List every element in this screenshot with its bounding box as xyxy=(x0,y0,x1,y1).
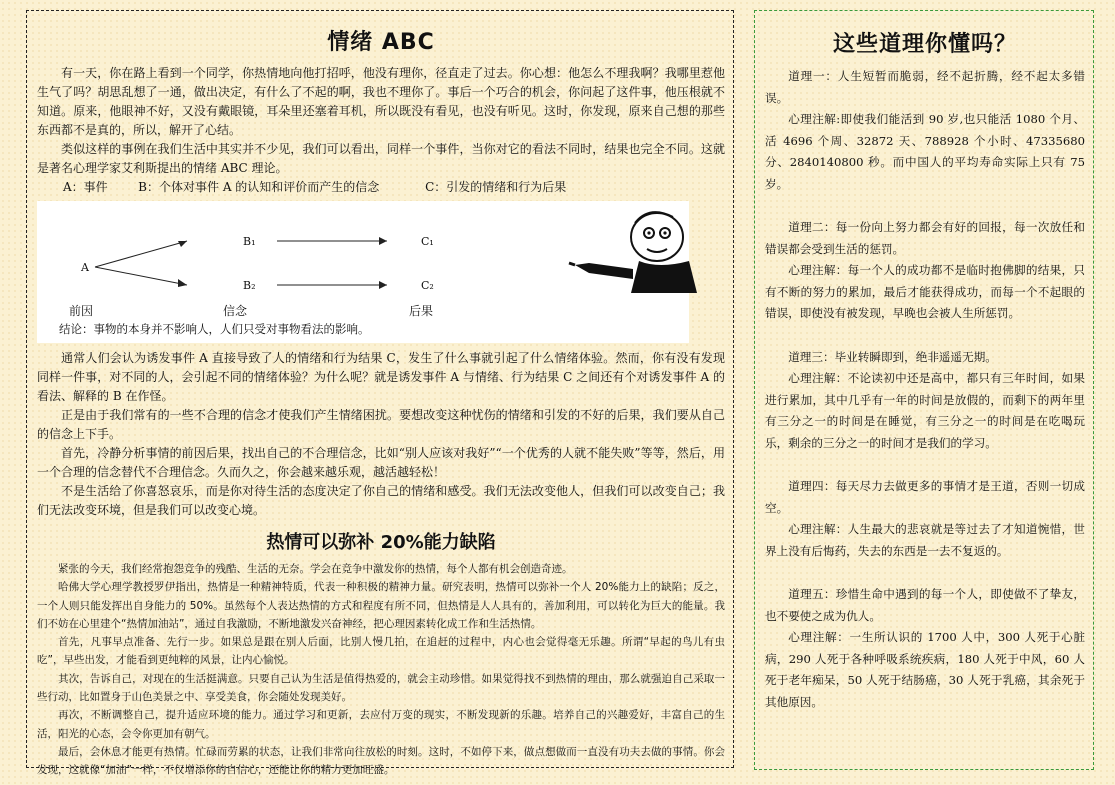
diagram-node-b2: B₂ xyxy=(243,279,256,292)
diagram-node-c1: C₁ xyxy=(421,235,434,248)
paragraph: 其次，告诉自己，对现在的生活挺满意。只要自己认为生活是值得热爱的，就会主动珍惜。如果觉得找不到热情的理由，那么就强迫自己采取一些行动，比如置身于山色美景之中、享受美食，你会随处发现美好。 xyxy=(37,672,725,704)
paragraph: 最后，会休息才能更有热情。忙碌而劳累的状态，让我们非常向往放松的时刻。这时，不如停下来，做点想做而一直没有功夫去做的事情。你会发现，这就像“加油”一样，不仅增添你的自信心，还能让你的精力更加旺盛。 xyxy=(37,745,725,777)
diagram-conclusion: 结论：事物的本身并不影响人，人们只受对事物看法的影响。 xyxy=(59,322,370,336)
paragraph: 有一天，你在路上看到一个同学，你热情地向他打招呼，他没有理你，径直走了过去。你心想：他怎么不理我啊？我哪里惹他生气了吗？胡思乱想了一通，做出决定，有什么了不起的啊，我也不理你了。事后一个巧合的机会，你问起了这件事，他压根就不知道。原来，他眼神不好，又没有戴眼镜，耳朵里还塞着耳机，所以既没有看见，也没有听见。这时，你发现，原来自己想的那些东西都不是真的，所以，解开了心结。 xyxy=(37,66,725,137)
diagram-label-cause: 前因 xyxy=(69,304,94,318)
paragraph: 再次，不断调整自己，提升适应环境的能力。通过学习和更新，去应付万变的现实，不断发现新的乐趣。培养自己的兴趣爱好，丰富自己的生活，阳光的心态，会令你更加有朝气。 xyxy=(37,709,725,740)
paragraph: 首先，冷静分析事情的前因后果，找出自己的不合理信念，比如“别人应该对我好”“一个优秀的人就不能失败”等等，然后，用一个合理的信念替代不合理信念。久而久之，你会越来越乐观，越活越轻松！ xyxy=(37,446,725,479)
note-2: 心理注解：每一个人的成功都不是临时抱佛脚的结果，只有不断的努力的累加，最后才能获得成功，而每一个不起眼的错误，即使没有被发现，早晚也会被人生所惩罚。 xyxy=(765,263,1085,320)
abc-diagram xyxy=(37,201,725,343)
note-1: 心理注解:即使我们能活到 90 岁,也只能活 1080 个月、活 4696 个周、32872 天、788928 个小时、47335680 分、2840140800 秒。而中国人的平均寿命实际上只有 75 岁。 xyxy=(765,112,1085,191)
principle-5: 道理五：珍惜生命中遇到的每一个人，即使做不了挚友，也不要使之成为仇人。 xyxy=(765,587,1085,623)
left-panel xyxy=(26,10,734,777)
paragraph: 哈佛大学心理学教授罗伊指出，热情是一种精神特质，代表一种积极的精神力量。研究表明，热情可以弥补一个人 20%能力上的缺陷；反之，一个人则只能发挥出自身能力的 50%。虽然每个人表达热情的方式和程度有所不同，但热情是人人具有的，善加利用，可以转化为巨大的能量。我们不妨在心里建个“热情加油站”，通过自我激励，不断地激发兴奋神经，把心理因素转化成工作和生活热情。 xyxy=(37,581,725,630)
section-title-abc: 情绪 ABC xyxy=(327,30,435,55)
paragraph: 类似这样的事例在我们生活中其实并不少见，我们可以看出，同样一个事件，当你对它的看法不同时，结果也完全不同。这就是著名心理学家艾利斯提出的情绪 ABC 理论。 xyxy=(37,142,725,175)
paragraph: 首先，凡事早点准备、先行一步。如果总是跟在别人后面，比别人慢几拍，在追赶的过程中，内心也会觉得毫无乐趣。所谓“早起的鸟儿有虫吃”，早些出发，才能看到更纯粹的风景，让内心愉悦。 xyxy=(37,636,725,667)
section-title-enthusiasm: 热情可以弥补 20%能力缺陷 xyxy=(266,532,496,553)
principle-2: 道理二：每一份向上努力都会有好的回报，每一次放任和错误都会受到生活的惩罚。 xyxy=(765,220,1085,256)
diagram-node-c2: C₂ xyxy=(421,279,434,292)
note-3: 心理注解：不论读初中还是高中，都只有三年时间，如果进行累加，其中几乎有一年的时间是放假的，而剩下的两年里有三分之一的时间是在睡觉，有三分之一的时间是在吃喝玩乐，剩余的三分之一的时间才是我们的学习。 xyxy=(765,371,1085,450)
abc-definition-line: A：事件 B：个体对事件 A 的认知和评价而产生的信念 C：引发的情绪和行为后果 xyxy=(63,180,567,194)
paragraph: 通常人们会认为诱发事件 A 直接导致了人的情绪和行为结果 C，发生了什么事就引起了什么情绪体验。然而，你有没有发现同样一件事，对不同的人，会引起不同的情绪体验？为什么呢？就是诱发事件 A 与情绪、行为结果 C 之间还有个对诱发事件 A 的看法、解释的 B 在作怪。 xyxy=(37,351,725,403)
note-5: 心理注解：一生所认识的 1700 人中，300 人死于心脏病，290 人死于各种呼吸系统疾病，180 人死于中风，60 人死于老年痴呆，50 人死于结肠癌，30 人死于乳癌，其余死于其他原因。 xyxy=(765,630,1085,709)
paragraph: 紧张的今天，我们经常抱怨竞争的残酷、生活的无奈。学会在竞争中激发你的热情，每个人都有机会创造奇迹。 xyxy=(58,563,573,575)
note-4: 心理注解：人生最大的悲哀就是等过去了才知道惋惜，世界上没有后悔药，失去的东西是一去不复返的。 xyxy=(765,522,1085,558)
section-title-principles: 这些道理你懂吗？ xyxy=(832,32,1017,57)
principle-1: 道理一：人生短暂而脆弱，经不起折腾，经不起太多错误。 xyxy=(765,69,1085,105)
abc-intro xyxy=(37,64,725,197)
principle-4: 道理四：每天尽力去做更多的事情才是王道，否则一切成空。 xyxy=(765,479,1085,515)
cartoon-man-pointing-icon xyxy=(569,203,719,295)
enthusiasm-section xyxy=(37,560,725,780)
diagram-label-belief: 信念 xyxy=(223,304,248,318)
diagram-label-result: 后果 xyxy=(409,304,434,318)
paragraph: 正是由于我们常有的一些不合理的信念才使我们产生情绪困扰。要想改变这种忧伤的情绪和引发的不好的后果，我们要从自己的信念上下手。 xyxy=(37,408,725,441)
principle-3: 道理三：毕业转瞬即到，绝非遥遥无期。 xyxy=(788,349,997,364)
diagram-node-a: A xyxy=(81,261,89,274)
abc-explanation xyxy=(37,349,725,520)
paragraph: 不是生活给了你喜怒哀乐，而是你对待生活的态度决定了你自己的情绪和感受。我们无法改变他人，但我们可以改变自己；我们无法改变环境，但是我们可以改变心境。 xyxy=(37,484,725,517)
diagram-node-b1: B₁ xyxy=(243,235,256,248)
right-panel xyxy=(754,10,1094,770)
